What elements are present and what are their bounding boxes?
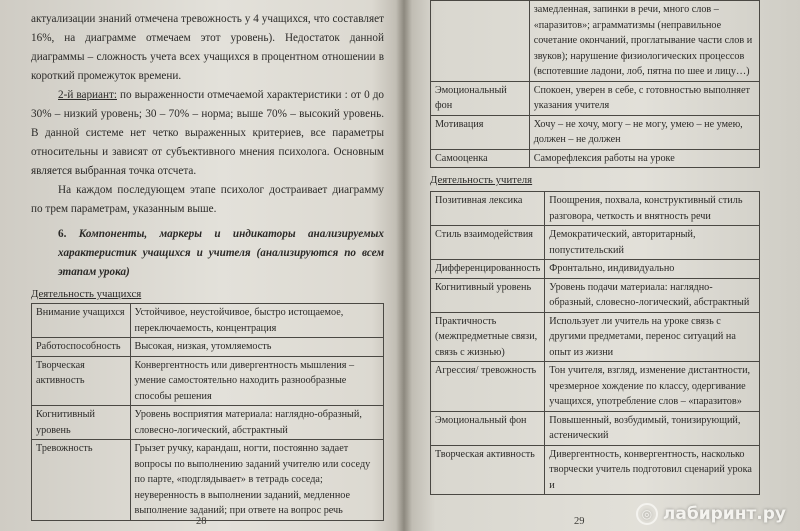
right-page bbox=[404, 0, 800, 531]
table-row bbox=[32, 356, 384, 406]
row-desc: Устойчивое, неустойчивое, быстро истощаемое, переключаемость, концентрация bbox=[130, 304, 383, 338]
row-name bbox=[431, 1, 530, 82]
row-name: Эмоциональный фон bbox=[431, 411, 545, 445]
row-name: Дифференцированность bbox=[431, 260, 545, 279]
row-desc: Спокоен, уверен в себе, с готовностью выполняет указания учителя bbox=[529, 81, 759, 115]
table-row bbox=[431, 445, 760, 495]
paragraph-diagram: На каждом последующем этапе психолог достраивает диаграмму по трем параметрам, указанным выше. bbox=[31, 184, 384, 215]
page-number-right: 29 bbox=[574, 516, 585, 527]
row-name: Самооценка bbox=[431, 149, 530, 168]
row-desc: Дивергентность, конвергентность, насколько творчески учитель подготовил сценарий урока и bbox=[545, 445, 760, 495]
table-row bbox=[431, 411, 760, 445]
table-row bbox=[431, 278, 760, 312]
row-desc: Уровень подачи материала: наглядно-образный, словесно-логический, абстрактный bbox=[545, 278, 760, 312]
labyrinth-logo-icon: ◎ bbox=[636, 503, 658, 525]
section-title: Компоненты, маркеры и индикаторы анализируемых характеристик учащихся и учителя (анализируются по всем этапам урока) bbox=[58, 228, 385, 278]
table-row bbox=[431, 362, 760, 412]
students-activity-table bbox=[31, 303, 384, 521]
row-name: Эмоциональный фон bbox=[431, 81, 530, 115]
row-name: Агрессия/ тревожность bbox=[431, 362, 545, 412]
row-desc: Повышенный, возбудимый, тонизирующий, астенический bbox=[545, 411, 760, 445]
row-desc: Фронтально, индивидуально bbox=[545, 260, 760, 279]
row-name: Мотивация bbox=[431, 115, 530, 149]
row-desc: Демократический, авторитарный, попустительский bbox=[545, 226, 760, 260]
students-table-caption: Деятельность учащихся bbox=[31, 288, 142, 300]
table-row bbox=[431, 149, 760, 168]
teacher-table-caption: Деятельность учителя bbox=[430, 174, 533, 186]
row-desc: Уровень восприятия материала: наглядно-образный, словесно-логический, абстрактный bbox=[130, 406, 383, 440]
variant2-paragraph bbox=[31, 86, 384, 181]
row-desc: Саморефлексия работы на уроке bbox=[529, 149, 759, 168]
row-desc: Использует ли учитель на уроке связь с другими предметами, перенос ситуаций на опыт из жизни bbox=[545, 312, 760, 362]
section-heading bbox=[31, 225, 384, 282]
row-name: Внимание учащихся bbox=[32, 304, 131, 338]
row-desc: Грызет ручку, карандаш, ногти, постоянно задает вопросы по выполнению заданий учителю или соседу по парте, «подглядывает» в тетрадь соседа; неуверенность в выполнении заданий, медленное выполнение заданий; при ответе на вопрос речь bbox=[130, 440, 383, 521]
row-name: Творческая активность bbox=[431, 445, 545, 495]
page-number-left: 28 bbox=[196, 516, 207, 527]
table-row bbox=[431, 115, 760, 149]
row-name: Когнитивный уровень bbox=[32, 406, 131, 440]
variant2-label: 2-й вариант: bbox=[58, 89, 117, 101]
paragraph-continued: актуализации знаний отмечена тревожность у 4 учащихся, что составляет 16%, на диаграмме отмечаем этот уровень). Недостаток данной диаграммы – сложность учета всех учащихся в процентном отношении в короткий промежуток времени. bbox=[31, 13, 384, 82]
table-row bbox=[431, 1, 760, 82]
row-name: Практичность (межпредметные связи, связь с жизнью) bbox=[431, 312, 545, 362]
book-gutter bbox=[396, 0, 412, 531]
table-row bbox=[32, 304, 384, 338]
row-name: Стиль взаимодействия bbox=[431, 226, 545, 260]
table-row bbox=[431, 192, 760, 226]
row-name: Работоспособность bbox=[32, 338, 131, 357]
row-desc: Поощрения, похвала, конструктивный стиль разговора, четкость и внятность речи bbox=[545, 192, 760, 226]
table-row bbox=[32, 338, 384, 357]
row-desc: Конвергентность или дивергентность мышления – умение самостоятельно находить разнообразные способы решения bbox=[130, 356, 383, 406]
table-row bbox=[32, 406, 384, 440]
section-number: 6. bbox=[58, 228, 67, 240]
row-desc: замедленная, запинки в речи, много слов – «паразитов»; аграмматизмы (неправильное сочетание окончаний, проглатывание части слов и звуков); нарушение физиологических процессов (вспотевшие ладони, лоб, пятна по шее и лицу…) bbox=[529, 1, 759, 82]
table-row bbox=[32, 440, 384, 521]
table-row bbox=[431, 81, 760, 115]
table-row bbox=[431, 226, 760, 260]
row-name: Когнитивный уровень bbox=[431, 278, 545, 312]
teacher-activity-table bbox=[430, 191, 760, 495]
watermark-text: лабиринт.ру bbox=[662, 504, 786, 524]
watermark bbox=[636, 503, 786, 525]
row-name: Позитивная лексика bbox=[431, 192, 545, 226]
table-row bbox=[431, 260, 760, 279]
row-name: Тревожность bbox=[32, 440, 131, 521]
row-desc: Хочу – не хочу, могу – не могу, умею – не умею, должен – не должен bbox=[529, 115, 759, 149]
table-row bbox=[431, 312, 760, 362]
row-desc: Тон учителя, взгляд, изменение дистантности, чрезмерное хождение по классу, одергивание учащихся, употребление слов – «паразитов» bbox=[545, 362, 760, 412]
row-name: Творческая активность bbox=[32, 356, 131, 406]
row-desc: Высокая, низкая, утомляемость bbox=[130, 338, 383, 357]
students-activity-table-continued bbox=[430, 0, 760, 168]
variant2-text: по выраженности отмечаемой характеристики : от 0 до 30% – низкий уровень; 30 – 70% – норма; выше 70% – высокий уровень. В данной системе нет четко выраженных критериев, все параметры относительны и зависят от субъективного мнения психолога. Основным является выбранная точка отсчета. bbox=[31, 89, 384, 177]
